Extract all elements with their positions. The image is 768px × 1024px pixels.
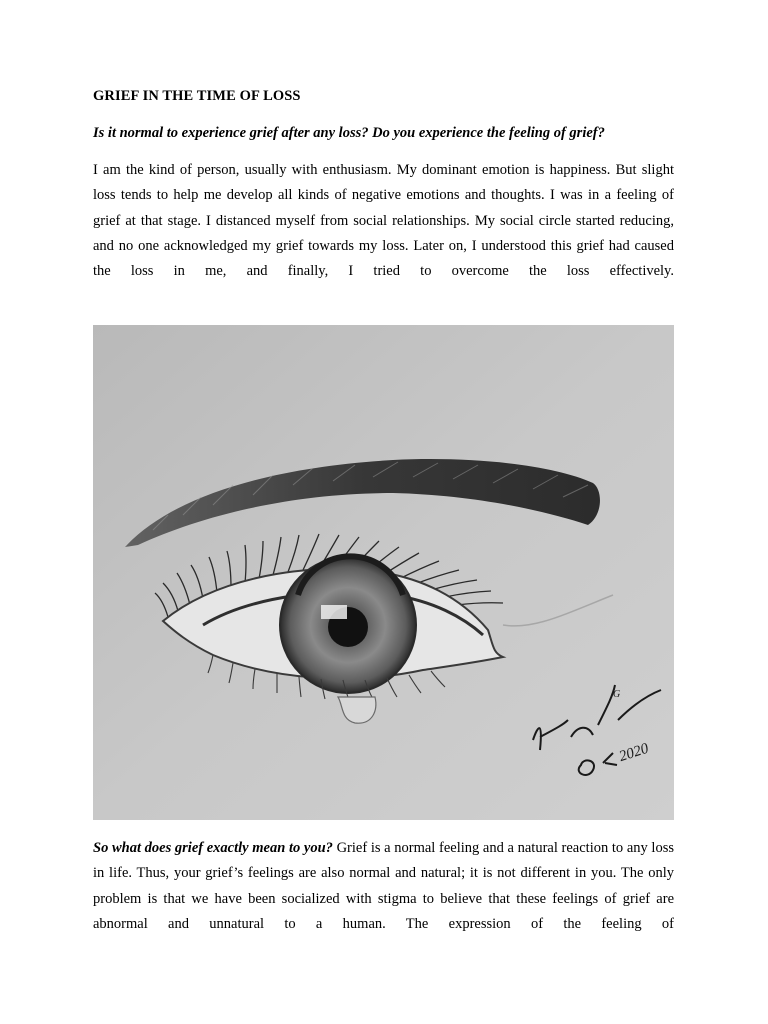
- page-title: GRIEF IN THE TIME OF LOSS: [93, 88, 301, 104]
- paragraph-intro: I am the kind of person, usually with enthusiasm. My dominant emotion is happiness. But slight loss tends to help me develop all kinds of negative emotions and thoughts. I was in a feeling of grief at that stage. I distanced myself from social relationships. My social circle started reducing, and no one acknowledged my grief towards my loss. Later on, I understood this grief had caused the loss in me, and finally, I tried to overcome the loss effectively.: [93, 162, 674, 280]
- paragraph-lead-question: So what does grief exactly mean to you?: [93, 840, 333, 856]
- eye-sketch-image: [93, 325, 674, 820]
- question-heading: Is it normal to experience grief after any loss? Do you experience the feeling of grief?: [93, 125, 605, 141]
- paragraph-body: Grief is a normal feeling and a natural reaction to any loss in life. Thus, your grief’s feelings are also normal and natural; it is not different in you. The only problem is that we have been socialized with stigma to believe that these feelings of grief are abnormal and unnatural to a human. The expression of the feeling of: [93, 840, 674, 932]
- paragraph-grief-meaning: [93, 836, 674, 937]
- svg-text:G: G: [613, 689, 621, 700]
- svg-text:2020: 2020: [617, 740, 651, 766]
- iris-drawing: [280, 556, 416, 693]
